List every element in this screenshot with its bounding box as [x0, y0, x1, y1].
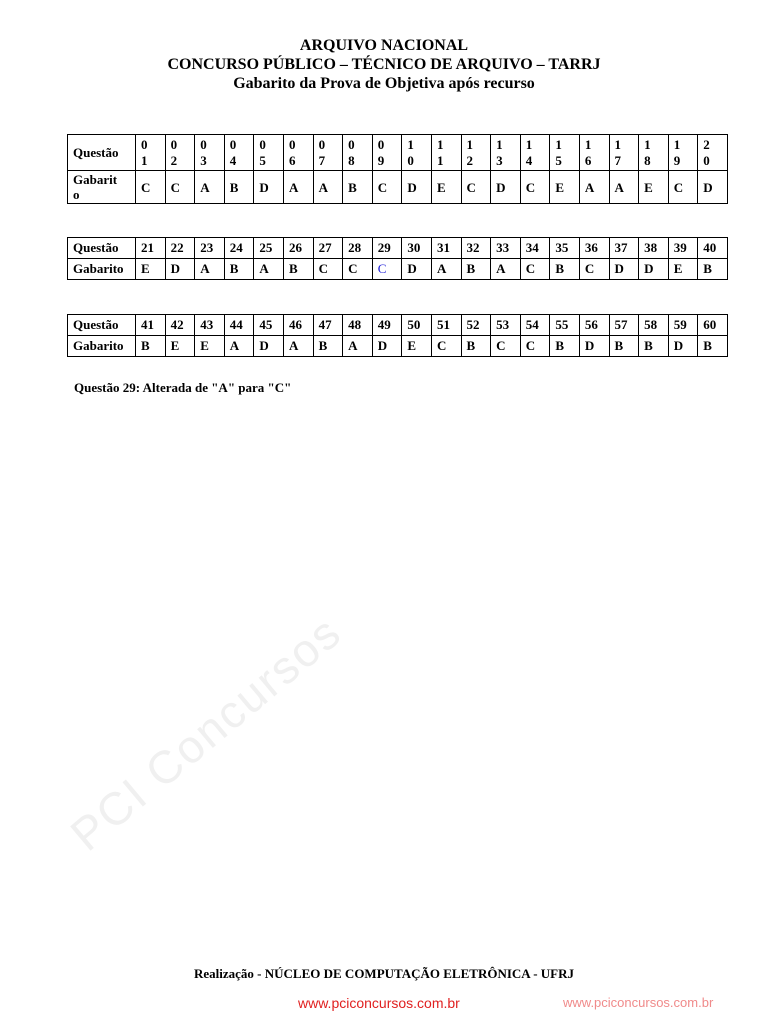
answer-cell: [609, 171, 639, 204]
answer-cell: [224, 171, 254, 204]
answer-letter: C: [436, 338, 447, 353]
question-number-cell: 28: [343, 238, 373, 259]
answer-cell: [372, 259, 402, 280]
question-row: [68, 315, 728, 336]
question-row: [68, 135, 728, 171]
answer-letter: A: [288, 179, 299, 195]
question-number-cell: 46: [283, 315, 313, 336]
answer-letter: E: [436, 179, 446, 195]
answer-letter: C: [525, 261, 536, 276]
question-number-cell: 50: [402, 315, 432, 336]
answer-letter: E: [555, 179, 564, 195]
question-number-cell: 51: [431, 315, 461, 336]
answer-letter: E: [141, 261, 150, 276]
question-number-cell: 1 1: [431, 135, 461, 171]
answer-cell: [550, 171, 580, 204]
question-number-cell: 1 4: [520, 135, 550, 171]
question-number-cell: 49: [372, 315, 402, 336]
answer-cell: [698, 171, 728, 204]
answer-letter: D: [407, 261, 417, 276]
answer-letter: A: [614, 179, 624, 195]
answer-cell: [402, 336, 432, 357]
question-number-cell: 45: [254, 315, 284, 336]
question-number-cell: 54: [520, 315, 550, 336]
answer-cell: [195, 171, 225, 204]
question-number-cell: 41: [136, 315, 166, 336]
answer-letter: D: [673, 338, 684, 353]
answer-cell: [136, 171, 166, 204]
answer-letter: A: [348, 338, 358, 353]
answer-table-2: [67, 237, 728, 280]
question-number-cell: 34: [520, 238, 550, 259]
question-number-cell: 1 9: [668, 135, 698, 171]
answer-row: [68, 259, 728, 280]
answer-letter: B: [466, 261, 476, 276]
question-number-cell: 2 0: [698, 135, 728, 171]
answer-cell: [195, 336, 225, 357]
question-number-cell: 30: [402, 238, 432, 259]
answer-cell: [372, 336, 402, 357]
answer-row-label: Gabarit o: [68, 171, 136, 204]
answer-cell: [283, 171, 313, 204]
answer-letter: B: [288, 261, 298, 276]
answer-cell: [165, 259, 195, 280]
answer-cell: [431, 336, 461, 357]
answer-cell: [343, 259, 373, 280]
answer-cell: [698, 336, 728, 357]
footer-url-side-link[interactable]: www.pciconcursos.com.br: [563, 995, 714, 1010]
answer-letter: D: [377, 338, 388, 353]
answer-cell: [431, 171, 461, 204]
answer-letter: B: [466, 338, 476, 353]
answer-letter: A: [584, 179, 595, 195]
answer-letter: D: [703, 179, 713, 195]
answer-letter: D: [170, 261, 180, 276]
answer-letter: A: [496, 261, 506, 276]
answer-cell: [609, 336, 639, 357]
question-number-cell: 0 3: [195, 135, 225, 171]
answer-letter: A: [200, 261, 210, 276]
answer-cell: [639, 336, 669, 357]
question-number-cell: 55: [550, 315, 580, 336]
answer-cell: [461, 171, 491, 204]
question-number-cell: 22: [165, 238, 195, 259]
question-number-cell: 56: [579, 315, 609, 336]
answer-cell: [579, 171, 609, 204]
answer-letter: A: [200, 179, 210, 195]
answer-letter: D: [259, 179, 269, 195]
answer-cell: [254, 259, 284, 280]
answer-cell: [402, 171, 432, 204]
answer-cell: [195, 259, 225, 280]
answer-letter: C: [377, 261, 387, 276]
answer-letter: B: [555, 261, 564, 276]
footer-credit: Realização - NÚCLEO DE COMPUTAÇÃO ELETRÔNICA - UFRJ: [194, 966, 574, 981]
answer-cell: [165, 171, 195, 204]
answer-letter: A: [229, 338, 240, 353]
answer-cell: [520, 259, 550, 280]
answer-cell: [491, 336, 521, 357]
answer-cell: [313, 336, 343, 357]
answer-letter: C: [525, 179, 536, 195]
answer-letter: C: [466, 179, 476, 195]
question-number-cell: 60: [698, 315, 728, 336]
question-number-cell: 1 6: [579, 135, 609, 171]
answer-table-3: [67, 314, 728, 357]
answer-cell: [343, 171, 373, 204]
question-number-cell: 21: [136, 238, 166, 259]
answer-cell: [491, 259, 521, 280]
change-note: Questão 29: Alterada de "A" para "C": [74, 380, 292, 395]
answer-letter: B: [703, 338, 712, 353]
answer-letter: E: [644, 179, 653, 195]
question-number-cell: 0 8: [343, 135, 373, 171]
question-number-cell: 59: [668, 315, 698, 336]
answer-row: [68, 336, 728, 357]
answer-letter: C: [170, 179, 180, 195]
answer-letter: A: [436, 261, 447, 276]
answer-cell: [491, 171, 521, 204]
answer-cell: [313, 259, 343, 280]
question-number-cell: 0 6: [283, 135, 313, 171]
answer-letter: C: [673, 179, 684, 195]
answer-letter: D: [259, 338, 269, 353]
question-number-cell: 1 8: [639, 135, 669, 171]
question-number-cell: 0 9: [372, 135, 402, 171]
answer-letter: C: [377, 179, 388, 195]
question-number-cell: 33: [491, 238, 521, 259]
answer-row-label: Gabarito: [68, 259, 136, 280]
question-number-cell: 0 2: [165, 135, 195, 171]
answer-cell: [668, 336, 698, 357]
answer-letter: A: [318, 179, 328, 195]
answer-letter: B: [229, 261, 239, 276]
header-subtitle: Gabarito da Prova de Objetiva após recurso: [233, 75, 535, 92]
answer-letter: E: [407, 338, 417, 353]
question-row-label: Questão: [68, 238, 136, 259]
header-institution: ARQUIVO NACIONAL: [299, 37, 469, 54]
question-number-cell: 31: [431, 238, 461, 259]
answer-cell: [313, 171, 343, 204]
question-number-cell: 37: [609, 238, 639, 259]
question-number-cell: 25: [254, 238, 284, 259]
answer-letter: D: [644, 261, 654, 276]
answer-letter: C: [496, 338, 506, 353]
question-number-cell: 27: [313, 238, 343, 259]
answer-cell: [579, 259, 609, 280]
question-number-cell: 0 7: [313, 135, 343, 171]
question-number-cell: 53: [491, 315, 521, 336]
question-number-cell: 48: [343, 315, 373, 336]
answer-cell: [550, 259, 580, 280]
question-row-label: Questão: [68, 315, 136, 336]
answer-letter: B: [318, 338, 328, 353]
question-number-cell: 1 2: [461, 135, 491, 171]
question-number-cell: 44: [224, 315, 254, 336]
watermark: PCI Concursos: [60, 605, 351, 861]
question-number-cell: 1 3: [491, 135, 521, 171]
answer-cell: [461, 336, 491, 357]
answer-cell: [520, 336, 550, 357]
answer-cell: [254, 336, 284, 357]
question-number-cell: 57: [609, 315, 639, 336]
question-number-cell: 1 7: [609, 135, 639, 171]
question-number-cell: 35: [550, 238, 580, 259]
question-number-cell: 40: [698, 238, 728, 259]
question-number-cell: 23: [195, 238, 225, 259]
answer-cell: [579, 336, 609, 357]
question-number-cell: 52: [461, 315, 491, 336]
answer-letter: B: [141, 338, 150, 353]
answer-cell: [136, 259, 166, 280]
answer-cell: [698, 259, 728, 280]
question-number-cell: 0 5: [254, 135, 284, 171]
question-number-cell: 29: [372, 238, 402, 259]
answer-letter: B: [229, 179, 239, 195]
question-number-cell: 0 1: [136, 135, 166, 171]
answer-row: [68, 171, 728, 204]
answer-cell: [372, 171, 402, 204]
answer-letter: A: [259, 261, 269, 276]
answer-letter: A: [288, 338, 299, 353]
question-number-cell: 1 5: [550, 135, 580, 171]
answer-cell: [639, 171, 669, 204]
question-number-cell: 47: [313, 315, 343, 336]
question-row-label: Questão: [68, 135, 136, 171]
question-number-cell: 0 4: [224, 135, 254, 171]
answer-letter: B: [703, 261, 712, 276]
answer-cell: [136, 336, 166, 357]
answer-letter: D: [407, 179, 417, 195]
answer-cell: [283, 336, 313, 357]
answer-cell: [609, 259, 639, 280]
answer-letter: C: [348, 261, 358, 276]
answer-letter: B: [614, 338, 624, 353]
answer-table-1: [67, 134, 728, 204]
question-number-cell: 42: [165, 315, 195, 336]
question-number-cell: 39: [668, 238, 698, 259]
answer-cell: [402, 259, 432, 280]
answer-cell: [639, 259, 669, 280]
answer-letter: C: [584, 261, 595, 276]
question-number-cell: 26: [283, 238, 313, 259]
answer-cell: [224, 259, 254, 280]
answer-letter: C: [525, 338, 536, 353]
answer-cell: [550, 336, 580, 357]
answer-cell: [668, 259, 698, 280]
answer-letter: C: [141, 179, 151, 195]
answer-letter: B: [644, 338, 653, 353]
question-number-cell: 32: [461, 238, 491, 259]
answer-letter: B: [348, 179, 357, 195]
question-number-cell: 24: [224, 238, 254, 259]
answer-cell: [520, 171, 550, 204]
answer-cell: [431, 259, 461, 280]
answer-letter: E: [200, 338, 209, 353]
answer-cell: [224, 336, 254, 357]
answer-cell: [668, 171, 698, 204]
question-number-cell: 43: [195, 315, 225, 336]
answer-letter: C: [318, 261, 328, 276]
answer-cell: [461, 259, 491, 280]
question-number-cell: 1 0: [402, 135, 432, 171]
answer-cell: [165, 336, 195, 357]
answer-row-label: Gabarito: [68, 336, 136, 357]
answer-letter: E: [170, 338, 180, 353]
answer-letter: D: [584, 338, 595, 353]
header-exam-title: CONCURSO PÚBLICO – TÉCNICO DE ARQUIVO – TARRJ: [167, 56, 601, 73]
answer-letter: E: [673, 261, 683, 276]
document-header: [0, 36, 768, 93]
answer-cell: [283, 259, 313, 280]
answer-letter: B: [555, 338, 564, 353]
answer-letter: D: [614, 261, 624, 276]
answer-letter: D: [496, 179, 506, 195]
answer-cell: [254, 171, 284, 204]
question-number-cell: 36: [579, 238, 609, 259]
question-number-cell: 58: [639, 315, 669, 336]
question-row: [68, 238, 728, 259]
answer-cell: [343, 336, 373, 357]
question-number-cell: 38: [639, 238, 669, 259]
footer-url-link[interactable]: www.pciconcursos.com.br: [298, 995, 460, 1011]
